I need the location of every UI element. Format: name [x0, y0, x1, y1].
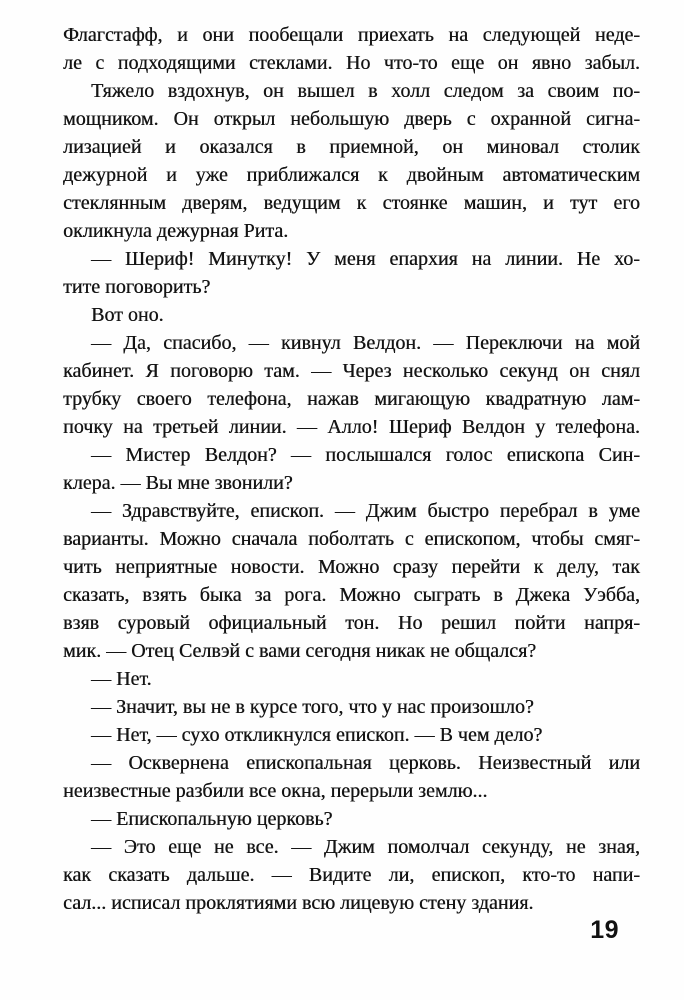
word: — [433, 332, 454, 354]
text-block [63, 21, 640, 917]
text-line [63, 329, 640, 357]
text-line [63, 49, 640, 77]
word: как [63, 864, 92, 886]
word: помолчал [387, 836, 470, 858]
word: пойти [514, 612, 566, 634]
word: на [574, 332, 595, 354]
word: явно [531, 52, 572, 74]
word: Но [345, 52, 371, 74]
word: меня [334, 248, 376, 270]
word: приближался [246, 164, 360, 186]
word: вышел [297, 80, 355, 102]
word: следом [443, 80, 504, 102]
word: сыграть [413, 584, 481, 606]
word: Син- [598, 444, 640, 466]
word: третьей [153, 416, 219, 438]
word: — [311, 360, 332, 382]
word: сказать, [63, 584, 130, 606]
word: Мистер [125, 444, 191, 466]
word: Не [576, 248, 601, 270]
word: приемной, [329, 136, 419, 158]
word: варианты. [63, 528, 149, 550]
word: он [569, 360, 590, 382]
word: епископом, [424, 528, 521, 550]
text-line: тите поговорить? [63, 276, 211, 298]
word: Алло! [327, 416, 379, 438]
text-line: клера. — Вы мне звонили? [63, 472, 293, 494]
text-line [63, 385, 640, 413]
word: уже [195, 164, 228, 186]
word: Шериф! [124, 248, 195, 270]
word: Джим [323, 836, 375, 858]
word: телефона, [207, 388, 292, 410]
word: кабинет. [63, 360, 134, 382]
paragraph [63, 245, 640, 301]
word: — [334, 500, 355, 522]
word: в [493, 584, 503, 606]
word: еще [450, 52, 485, 74]
paragraph [63, 329, 640, 441]
word: епископ. [250, 500, 324, 522]
word: мигающую [374, 388, 470, 410]
word: спасибо, [163, 332, 237, 354]
paragraph [63, 805, 640, 833]
paragraph [63, 693, 640, 721]
word: — [91, 836, 111, 858]
word: пообещали [248, 24, 344, 46]
word: лам- [601, 388, 640, 410]
word: линии. [505, 248, 563, 270]
word: приехать [357, 24, 434, 46]
word: послышался [325, 444, 432, 466]
word: дежурной [63, 164, 148, 186]
paragraph [63, 833, 640, 917]
word: дверь [404, 108, 452, 130]
word: они [202, 24, 234, 46]
word: Можно [339, 584, 401, 606]
word: еще [168, 836, 202, 858]
word: ведущим [263, 192, 341, 214]
word: Неизвестный [478, 752, 592, 774]
text-line [63, 861, 640, 889]
word: Здравствуйте, [121, 500, 240, 522]
word: он [442, 136, 463, 158]
word: быстро [427, 500, 489, 522]
word: — [290, 444, 311, 466]
word: Я [145, 360, 159, 382]
word: У [306, 248, 321, 270]
word: на [448, 24, 469, 46]
text-line: — Нет, — сухо откликнулся епископ. — В чем дело? [91, 724, 543, 746]
word: своего [136, 388, 192, 410]
word: тон. [345, 612, 380, 634]
paragraph [63, 665, 640, 693]
word: напи- [592, 864, 640, 886]
word: Переключи [465, 332, 563, 354]
word: небольшую [290, 108, 390, 130]
word: кивнул [280, 332, 341, 354]
text-line [63, 245, 640, 273]
word: и [543, 192, 554, 214]
text-line [63, 497, 640, 525]
word: епископа [506, 444, 585, 466]
word: церковь. [388, 752, 461, 774]
text-line [63, 21, 640, 49]
word: у [535, 416, 546, 438]
word: стеклами. [248, 52, 333, 74]
paragraph [63, 721, 640, 749]
word: Джим [365, 500, 417, 522]
word: к [356, 192, 367, 214]
word: напря- [584, 612, 640, 634]
word: забыл. [584, 52, 640, 74]
word: епархия [389, 248, 458, 270]
text-line: — Нет. [91, 668, 152, 690]
word: и [166, 164, 177, 186]
word: Уэбба, [582, 584, 640, 606]
word: что-то [383, 52, 438, 74]
word: взять [142, 584, 187, 606]
word: Минутку! [208, 248, 293, 270]
word: Но [397, 612, 423, 634]
word: Это [123, 836, 156, 858]
word: за [254, 584, 272, 606]
word: новости. [230, 556, 305, 578]
word: секунд [499, 360, 558, 382]
word: ли, [388, 864, 415, 886]
word: стоянке [382, 192, 448, 214]
word: к [533, 556, 544, 578]
word: сначала [231, 528, 298, 550]
word: не [213, 836, 234, 858]
text-line [63, 105, 640, 133]
word: охранной [490, 108, 571, 130]
word: смяг- [594, 528, 640, 550]
word: открыл [213, 108, 276, 130]
word: холл [391, 80, 431, 102]
word: с [404, 528, 414, 550]
word: чить [63, 556, 102, 578]
text-line: — Значит, вы не в курсе того, что у нас произошло? [91, 696, 534, 718]
word: делу, [556, 556, 599, 578]
word: перебрал [499, 500, 578, 522]
word: уме [608, 500, 640, 522]
paragraph [63, 497, 640, 665]
text-line [63, 133, 640, 161]
word: по- [612, 80, 640, 102]
word: его [613, 192, 640, 214]
word: рога. [284, 584, 327, 606]
word: Можно [159, 528, 221, 550]
word: взяв [63, 612, 99, 634]
word: сигна- [585, 108, 640, 130]
word: дверям, [182, 192, 248, 214]
word: Тяжело [91, 80, 155, 102]
word: — [91, 500, 111, 522]
paragraph [63, 441, 640, 497]
word: он [497, 52, 519, 74]
word: с [95, 52, 105, 74]
text-line: — Епископальную церковь? [91, 808, 333, 830]
text-line: мик. — Отец Селвэй с вами сегодня никак не общался? [63, 640, 537, 662]
text-line: сал... исписал проклятиями всю лицевую стену здания. [63, 892, 534, 914]
text-line [63, 609, 640, 637]
word: машин, [463, 192, 527, 214]
word: Через [342, 360, 392, 382]
word: суровый [117, 612, 190, 634]
word: на [471, 248, 492, 270]
text-line [63, 581, 640, 609]
word: квадратную [485, 388, 587, 410]
word: перейти [451, 556, 521, 578]
word: Он [173, 108, 199, 130]
paragraph [63, 749, 640, 805]
word: автоматическим [502, 164, 640, 186]
text-line [63, 161, 640, 189]
word: — [296, 416, 317, 438]
word: или [608, 752, 640, 774]
word: в [588, 500, 598, 522]
word: телефона. [555, 416, 640, 438]
word: не [565, 836, 586, 858]
word: дальше. [186, 864, 255, 886]
word: Шериф [388, 416, 452, 438]
text-line [63, 749, 640, 777]
paragraph [63, 21, 640, 77]
word: снял [601, 360, 640, 382]
word: лизацией [63, 136, 142, 158]
word: Велдон. [352, 332, 421, 354]
word: Велдон [461, 416, 525, 438]
text-line: окликнула дежурная Рита. [63, 220, 289, 242]
text-line [63, 525, 640, 553]
word: Осквернена [128, 752, 229, 774]
word: секунду, [481, 836, 554, 858]
word: епископ, [431, 864, 506, 886]
page-number: 19 [590, 916, 619, 944]
word: — [248, 332, 269, 354]
word: за [517, 80, 534, 102]
word: кто-то [522, 864, 576, 886]
text-line: Вот оно. [91, 304, 164, 326]
word: с [466, 108, 476, 130]
word: — [291, 836, 312, 858]
text-line [63, 553, 640, 581]
word: миновал [486, 136, 559, 158]
text-line [63, 441, 640, 469]
word: — [91, 248, 111, 270]
word: нажав [307, 388, 359, 410]
word: епископальная [246, 752, 372, 774]
word: на [123, 416, 143, 438]
word: своим [547, 80, 599, 102]
word: — [271, 864, 292, 886]
word: неприятные [115, 556, 218, 578]
word: в [368, 80, 378, 102]
word: несколько [402, 360, 488, 382]
word: поболтать [308, 528, 394, 550]
word: вздохнув, [167, 80, 250, 102]
word: чтобы [531, 528, 584, 550]
word: Можно [317, 556, 380, 578]
word: стеклянным [63, 192, 166, 214]
word: двойным [406, 164, 484, 186]
text-line [63, 77, 640, 105]
word: следующей [482, 24, 581, 46]
word: Да, [123, 332, 151, 354]
word: неде- [594, 24, 640, 46]
word: голос [445, 444, 493, 466]
word: оказался [199, 136, 273, 158]
word: официальный [208, 612, 327, 634]
word: хо- [613, 248, 640, 270]
word: трубку [63, 388, 122, 410]
text-line [63, 833, 640, 861]
word: он [263, 80, 284, 102]
word: — [91, 752, 111, 774]
word: столик [582, 136, 640, 158]
word: и [177, 24, 188, 46]
word: Джека [515, 584, 570, 606]
word: решил [440, 612, 496, 634]
word: Велдон? [204, 444, 277, 466]
word: так [612, 556, 640, 578]
word: сразу [392, 556, 438, 578]
word: тут [569, 192, 598, 214]
word: мой [606, 332, 640, 354]
word: к [378, 164, 388, 186]
word: Флагстафф, [63, 24, 163, 46]
paragraph [63, 301, 640, 329]
paragraph [63, 77, 640, 245]
word: зная, [598, 836, 640, 858]
word: почку [63, 416, 113, 438]
text-line: неизвестные разбили все окна, перерыли землю... [63, 780, 488, 802]
word: в [296, 136, 306, 158]
word: Видите [308, 864, 372, 886]
word: — [91, 444, 111, 466]
word: там. [264, 360, 300, 382]
word: ле [63, 52, 82, 74]
word: быка [199, 584, 242, 606]
word: сказать [108, 864, 170, 886]
word: — [91, 332, 111, 354]
word: мощником. [63, 108, 159, 130]
text-line [63, 357, 640, 385]
text-line [63, 413, 640, 441]
word: подходящими [117, 52, 236, 74]
word: и [165, 136, 176, 158]
word: поговорю [170, 360, 253, 382]
word: линии. [228, 416, 287, 438]
text-line [63, 189, 640, 217]
word: все. [246, 836, 279, 858]
